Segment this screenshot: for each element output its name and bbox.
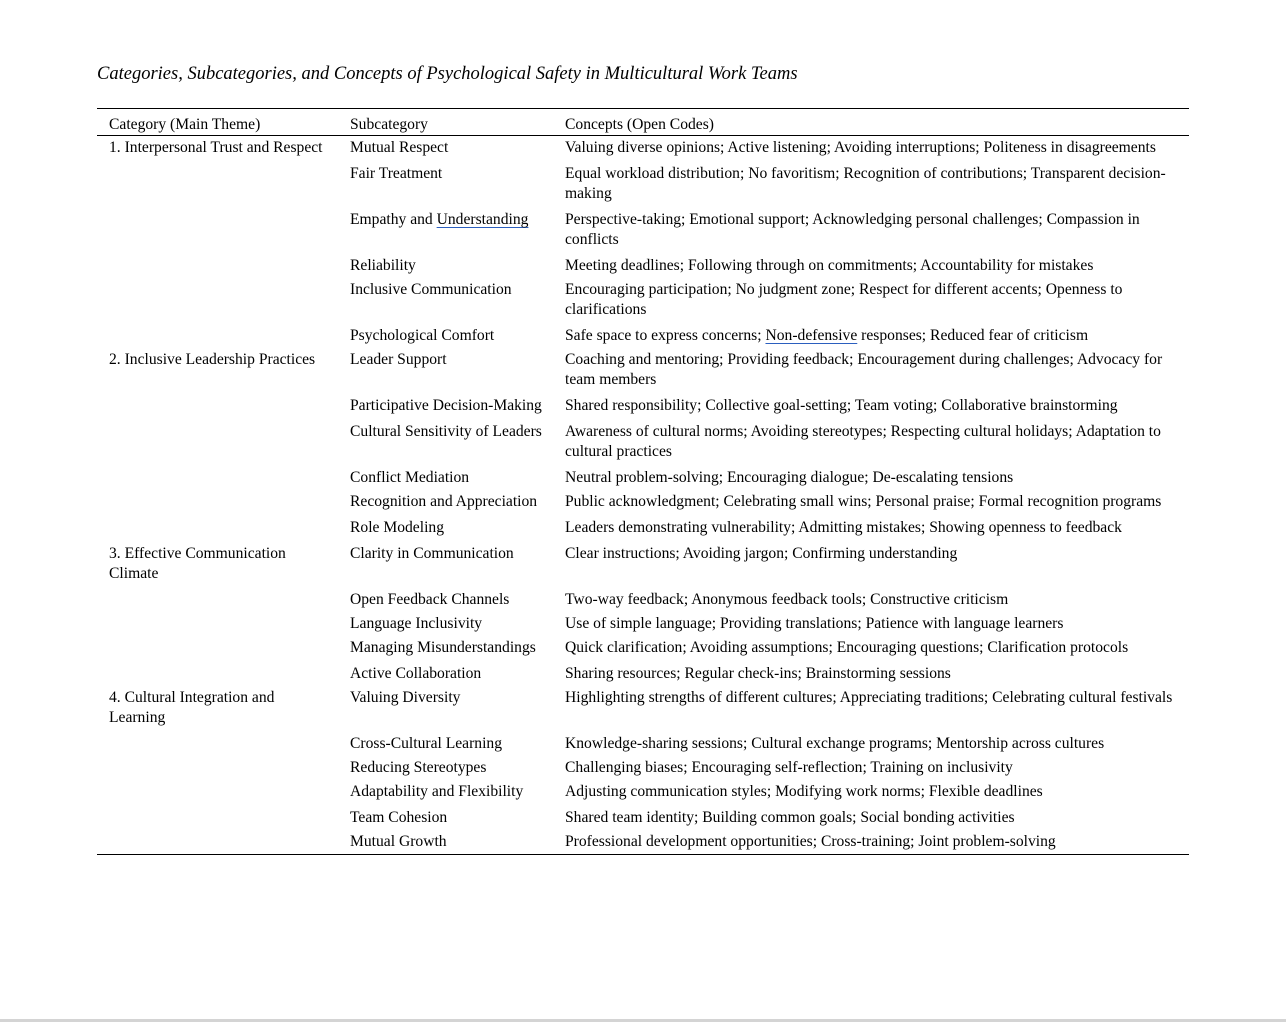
table-row [97,662,1189,686]
subcategory-cell: Role Modeling [350,519,444,536]
table-row [97,348,1189,394]
subcategory-cell: Language Inclusivity [350,615,483,632]
subcategory-cell: Leader Support [350,351,447,368]
subcategory-cell: Mutual Respect [350,139,449,156]
concepts-cell: Leaders demonstrating vulnerability; Admitting mistakes; Showing openness to feedback [565,519,1122,536]
table-row [97,636,1189,662]
table-row [97,612,1189,636]
category-cell [97,588,338,612]
table-row [97,588,1189,612]
concepts-cell: Quick clarification; Avoiding assumptions; Encouraging questions; Clarification protocols [565,639,1129,656]
subcategory-cell: Empathy and Understanding [350,211,529,228]
subcategory-cell: Psychological Comfort [350,327,495,344]
concepts-cell: Public acknowledgment; Celebrating small wins; Personal praise; Formal recognition programs [565,493,1162,510]
subcategory-cell: Managing Misunderstandings [350,639,536,656]
category-cell: 4. Cultural Integration and Learning [109,689,275,726]
category-cell [97,466,338,490]
concepts-cell: Safe space to express concerns; Non-defensive responses; Reduced fear of criticism [565,327,1089,344]
category-cell [97,162,338,208]
concepts-cell: Adjusting communication styles; Modifying work norms; Flexible deadlines [565,783,1043,800]
category-cell [97,806,338,830]
subcategory-cell: Adaptability and Flexibility [350,783,524,800]
table-header [97,109,1189,136]
subcategory-cell: Cross-Cultural Learning [350,735,503,752]
concepts-cell: Highlighting strengths of different cultures; Appreciating traditions; Celebrating cultural festivals [565,689,1173,706]
subcategory-cell: Recognition and Appreciation [350,493,538,510]
table-row [97,490,1189,516]
category-cell [97,612,338,636]
spellcheck-underline: Understanding [436,211,529,228]
table-row [97,254,1189,278]
header-concepts: Concepts (Open Codes) [565,116,714,133]
category-cell [97,490,338,516]
concepts-cell: Perspective-taking; Emotional support; Acknowledging personal challenges; Compassion in conflicts [565,211,1140,248]
subcategory-cell: Reducing Stereotypes [350,759,487,776]
concepts-table-container [97,108,1189,855]
category-cell [97,636,338,662]
table-row [97,780,1189,806]
subcategory-cell: Fair Treatment [350,165,443,182]
subcategory-cell: Reliability [350,257,416,274]
spellcheck-underline: Non-defensive [765,327,858,344]
category-cell [97,394,338,420]
category-cell [97,830,338,855]
table-row [97,686,1189,732]
table-row [97,136,1189,163]
concepts-cell: Clear instructions; Avoiding jargon; Confirming understanding [565,545,958,562]
subcategory-cell: Inclusive Communication [350,281,512,298]
category-cell: 2. Inclusive Leadership Practices [109,351,316,368]
table-title: Categories, Subcategories, and Concepts of Psychological Safety in Multicultural Work Teams [97,64,798,84]
concepts-cell: Knowledge-sharing sessions; Cultural exchange programs; Mentorship across cultures [565,735,1105,752]
table-row [97,420,1189,466]
concepts-cell: Encouraging participation; No judgment zone; Respect for different accents; Openness to clarifications [565,281,1123,318]
header-row [97,109,1189,136]
table-row [97,278,1189,324]
table-row [97,830,1189,855]
category-cell [97,516,338,542]
subcategory-cell: Conflict Mediation [350,469,470,486]
subcategory-cell: Mutual Growth [350,833,447,850]
concepts-cell: Coaching and mentoring; Providing feedback; Encouragement during challenges; Advocacy for team members [565,351,1163,388]
table-row [97,208,1189,254]
subcategory-cell: Valuing Diversity [350,689,461,706]
table-row [97,394,1189,420]
subcategory-cell: Open Feedback Channels [350,591,510,608]
category-cell [97,756,338,780]
table-row [97,516,1189,542]
concepts-cell: Shared team identity; Building common goals; Social bonding activities [565,809,1015,826]
table-row [97,756,1189,780]
concepts-cell: Challenging biases; Encouraging self-reflection; Training on inclusivity [565,759,1013,776]
category-cell: 3. Effective Communication Climate [109,545,286,582]
table-row [97,542,1189,588]
concepts-cell: Awareness of cultural norms; Avoiding stereotypes; Respecting cultural holidays; Adaptation to cultural practices [565,423,1161,460]
header-subcategory: Subcategory [350,116,428,133]
table-row [97,732,1189,756]
category-cell [97,780,338,806]
table-body [97,136,1189,855]
subcategory-cell: Team Cohesion [350,809,448,826]
concepts-cell: Shared responsibility; Collective goal-setting; Team voting; Collaborative brainstorming [565,397,1118,414]
subcategory-cell: Cultural Sensitivity of Leaders [350,423,542,440]
concepts-cell: Use of simple language; Providing translations; Patience with language learners [565,615,1064,632]
category-cell [97,254,338,278]
table-row [97,324,1189,348]
category-cell [97,732,338,756]
subcategory-cell: Participative Decision-Making [350,397,542,414]
table-row [97,162,1189,208]
concepts-cell: Sharing resources; Regular check-ins; Brainstorming sessions [565,665,951,682]
category-cell [97,278,338,324]
header-category: Category (Main Theme) [109,116,261,133]
concepts-cell: Two-way feedback; Anonymous feedback tools; Constructive criticism [565,591,1009,608]
concepts-cell: Neutral problem-solving; Encouraging dialogue; De-escalating tensions [565,469,1014,486]
table-row [97,806,1189,830]
category-cell [97,662,338,686]
table-row [97,466,1189,490]
subcategory-cell: Clarity in Communication [350,545,514,562]
concepts-cell: Meeting deadlines; Following through on commitments; Accountability for mistakes [565,257,1094,274]
concepts-table [97,108,1189,855]
concepts-cell: Professional development opportunities; Cross-training; Joint problem-solving [565,833,1056,850]
concepts-cell: Valuing diverse opinions; Active listening; Avoiding interruptions; Politeness in disagreements [565,139,1156,156]
category-cell: 1. Interpersonal Trust and Respect [109,139,323,156]
category-cell [97,420,338,466]
category-cell [97,208,338,254]
subcategory-cell: Active Collaboration [350,665,482,682]
category-cell [97,324,338,348]
concepts-cell: Equal workload distribution; No favoritism; Recognition of contributions; Transparent decision-making [565,165,1166,202]
